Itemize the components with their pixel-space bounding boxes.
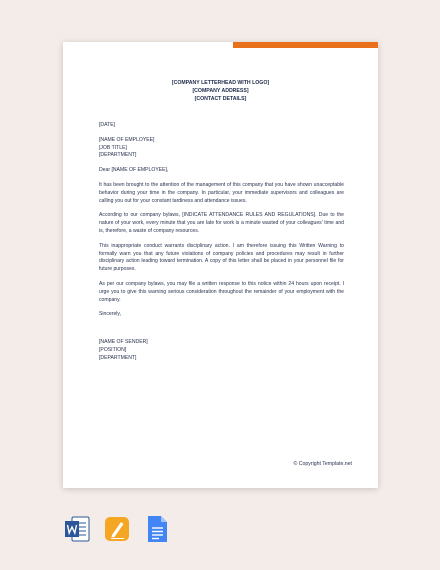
letter-date: [DATE] [99,122,116,128]
sender-department: [DEPARTMENT] [99,354,137,361]
paragraph-2: According to our company bylaws, [INDICATE ATTENDANCE RULES AND REGULATIONS]. Due to the nature of your work, every minute that you are late for work is a minute wasted of your colleagues' time and is, therefore, a waste of company resources. [99,212,344,234]
paragraph-3: This inappropriate conduct warrants disciplinary action. I am therefore issuing this Written Warning to formally warn you that any future violations of company policies and procedures may result in further disciplinary action leading toward termination. A copy of this letter shall be placed in your personnel file for future purposes. [99,242,344,273]
letter-page [63,42,378,488]
letterhead-company: [COMPANY LETTERHEAD WITH LOGO] [171,80,270,86]
letterhead [63,79,378,103]
paragraph-1: It has been brought to the attention of the management of this company that you have shown unacceptable behavior during your time in the company. In particular, your immediate supervisors and colleagues are calling you out for your constant tardiness and attendance issues. [99,181,344,204]
google-docs-icon[interactable] [144,514,170,544]
paragraph-4: As per our company bylaws, you may file a written response to this notice within 24 hours upon receipt. I urge you to give this warning serious consideration throughout the remainder of your employment with the company. [99,280,344,303]
letterhead-address: [COMPANY ADDRESS] [192,88,249,94]
recipient-name: [NAME OF EMPLOYEE] [99,136,155,143]
closing: Sincerely, [99,311,121,318]
recipient-title: [JOB TITLE] [99,144,127,151]
pages-icon[interactable] [104,514,130,544]
letterhead-contact: [CONTACT DETAILS] [194,96,247,102]
sender-name: [NAME OF SENDER] [99,339,148,346]
word-icon[interactable] [64,514,90,544]
copyright-notice: © Copyright Template.net [293,461,352,467]
accent-bar [233,42,378,48]
salutation: Dear [NAME OF EMPLOYEE], [99,167,169,174]
letter-body [99,122,344,363]
sender-position: [POSITION] [99,346,127,353]
recipient-department: [DEPARTMENT] [99,152,137,159]
